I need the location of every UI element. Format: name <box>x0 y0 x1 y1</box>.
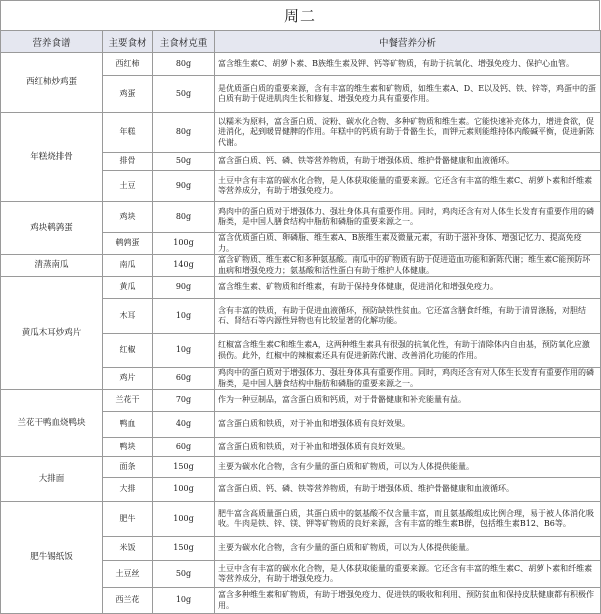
header-row <box>1 31 601 53</box>
weight-cell: 70g <box>153 390 215 412</box>
weight-cell: 10g <box>153 299 215 334</box>
weight-cell: 150g <box>153 537 215 561</box>
ingredient-cell: 木耳 <box>103 299 153 334</box>
ingredient-cell: 米饭 <box>103 537 153 561</box>
analysis-cell: 是优质蛋白质的重要来源，含有丰富的维生素和矿物质，如维生素A、D、E以及钙、铁、锌等，鸡蛋中的蛋白质有助于促进肌肉生长和修复、增强免疫力具有重要作用。 <box>215 76 601 113</box>
nutrition-table <box>0 30 601 614</box>
header-weight: 主食材克重 <box>153 31 215 53</box>
dish-name: 肥牛锡纸饭 <box>1 502 103 614</box>
analysis-cell: 富含蛋白质和铁质，对于补血和增强体质有良好效果。 <box>215 412 601 438</box>
ingredient-cell: 大排 <box>103 478 153 502</box>
analysis-cell: 含有丰富的铁质，有助于促进血液循环，预防缺铁性贫血。它还富含膳食纤维，有助于清胃涤肠，对胆结石、肾结石等内源性异物也有比较显著的化解功能。 <box>215 299 601 334</box>
table-row <box>1 457 601 478</box>
weight-cell: 80g <box>153 113 215 153</box>
analysis-cell: 肥牛富含高质量蛋白质，其蛋白质中的氨基酸不仅含量丰富，而且氨基酸组成比例合理，易于被人体消化吸收。牛肉是铁、锌、镁、钾等矿物质的良好来源，含有丰富的维生素B群，包括维生素B12、B6等。 <box>215 502 601 537</box>
analysis-cell: 主要为碳水化合物，含有少量的蛋白质和矿物质，可以为人体提供能量。 <box>215 457 601 478</box>
weight-cell: 50g <box>153 561 215 588</box>
table-row <box>1 113 601 153</box>
analysis-cell: 土豆中含有丰富的碳水化合物，是人体获取能量的重要来源。它还含有丰富的维生素C、胡萝卜素和纤维素等营养成分，有助于增强免疫力。 <box>215 561 601 588</box>
ingredient-cell: 南瓜 <box>103 255 153 277</box>
table-row <box>1 390 601 412</box>
weight-cell: 100g <box>153 478 215 502</box>
dish-name: 黄瓜木耳炒鸡片 <box>1 277 103 390</box>
header-recipe: 营养食谱 <box>1 31 103 53</box>
weight-cell: 90g <box>153 171 215 202</box>
ingredient-cell: 鸡块 <box>103 202 153 233</box>
ingredient-cell: 鸭血 <box>103 412 153 438</box>
weight-cell: 60g <box>153 368 215 390</box>
ingredient-cell: 兰花干 <box>103 390 153 412</box>
dish-name: 西红柿炒鸡蛋 <box>1 53 103 113</box>
ingredient-cell: 鸡蛋 <box>103 76 153 113</box>
analysis-cell: 富含维生素、矿物质和纤维素，有助于保持身体健康，促进消化和增强免疫力。 <box>215 277 601 299</box>
ingredient-cell: 面条 <box>103 457 153 478</box>
ingredient-cell: 西红柿 <box>103 53 153 76</box>
ingredient-cell: 土豆 <box>103 171 153 202</box>
header-analysis: 中餐营养分析 <box>215 31 601 53</box>
weight-cell: 40g <box>153 412 215 438</box>
dish-name: 年糕烧排骨 <box>1 113 103 202</box>
table-row <box>1 255 601 277</box>
weight-cell: 150g <box>153 457 215 478</box>
ingredient-cell: 排骨 <box>103 153 153 171</box>
weight-cell: 60g <box>153 438 215 457</box>
ingredient-cell: 鸡片 <box>103 368 153 390</box>
weight-cell: 50g <box>153 153 215 171</box>
dish-name: 兰花干鸭血烧鸭块 <box>1 390 103 457</box>
ingredient-cell: 土豆丝 <box>103 561 153 588</box>
analysis-cell: 富含优质蛋白质、卵磷脂、维生素A、B族维生素及微量元素，有助于滋补身体、增强记忆力、提高免疫力。 <box>215 233 601 255</box>
ingredient-cell: 鹌鹑蛋 <box>103 233 153 255</box>
analysis-cell: 红椒富含维生素C和维生素A，这两种维生素具有很强的抗氧化性，有助于清除体内自由基，预防氧化应激损伤。此外，红椒中的辣椒素还具有促进新陈代谢、改善消化功能的作用。 <box>215 334 601 368</box>
ingredient-cell: 年糕 <box>103 113 153 153</box>
dish-name: 清蒸南瓜 <box>1 255 103 277</box>
page-title: 周二 <box>0 0 600 30</box>
dish-name: 鸡块鹌鹑蛋 <box>1 202 103 255</box>
weight-cell: 80g <box>153 53 215 76</box>
weight-cell: 50g <box>153 76 215 113</box>
weight-cell: 90g <box>153 277 215 299</box>
analysis-cell: 主要为碳水化合物，含有少量的蛋白质和矿物质，可以为人体提供能量。 <box>215 537 601 561</box>
analysis-cell: 富含多种维生素和矿物质，有助于增强免疫力、促进铁的吸收和利用、预防贫血和保持皮肤健康都有积极作用。 <box>215 588 601 614</box>
analysis-cell: 富含蛋白质、钙、磷、铁等营养物质，有助于增强体质、维护骨骼健康和血液循环。 <box>215 153 601 171</box>
ingredient-cell: 肥牛 <box>103 502 153 537</box>
analysis-cell: 鸡肉中的蛋白质对于增强体力、强壮身体具有重要作用。同时，鸡肉还含有对人体生长发育有重要作用的磷脂类，是中国人膳食结构中脂肪和磷脂的重要来源之一。 <box>215 368 601 390</box>
table-row <box>1 53 601 76</box>
dish-name: 大排面 <box>1 457 103 502</box>
analysis-cell: 富含维生素C、胡萝卜素、B族维生素及钾、钙等矿物质，有助于抗氧化、增强免疫力、保护心血管。 <box>215 53 601 76</box>
weight-cell: 10g <box>153 588 215 614</box>
analysis-cell: 富含蛋白质和铁质，对于补血和增强体质有良好效果。 <box>215 438 601 457</box>
ingredient-cell: 鸭块 <box>103 438 153 457</box>
table-row <box>1 202 601 233</box>
table-row <box>1 502 601 537</box>
ingredient-cell: 黄瓜 <box>103 277 153 299</box>
header-ingredient: 主要食材 <box>103 31 153 53</box>
analysis-cell: 以糯米为原料，富含蛋白质、淀粉、碳水化合物、多种矿物质和维生素。它能快速补充体力，增进食欲，促进消化，起到暖胃健脾的作用。年糕中的钙质有助于骨骼生长，而钾元素则能维持体内酸碱平衡，促进新陈代谢。 <box>215 113 601 153</box>
analysis-cell: 富含蛋白质、钙、磷、铁等营养物质，有助于增强体质、维护骨骼健康和血液循环。 <box>215 478 601 502</box>
analysis-cell: 鸡肉中的蛋白质对于增强体力、强壮身体具有重要作用。同时，鸡肉还含有对人体生长发育有重要作用的磷脂类，是中国人膳食结构中脂肪和磷脂的重要来源之一。 <box>215 202 601 233</box>
weight-cell: 100g <box>153 502 215 537</box>
weight-cell: 100g <box>153 233 215 255</box>
weight-cell: 10g <box>153 334 215 368</box>
analysis-cell: 富含矿物质、维生素C和多种氨基酸。南瓜中的矿物质有助于促进造血功能和新陈代谢；维生素C能预防坏血病和增强免疫力；氨基酸和活性蛋白有助于维护人体健康。 <box>215 255 601 277</box>
table-body <box>1 53 601 614</box>
table-row <box>1 277 601 299</box>
analysis-cell: 土豆中含有丰富的碳水化合物，是人体获取能量的重要来源。它还含有丰富的维生素C、胡萝卜素和纤维素等营养成分，有助于增强免疫力。 <box>215 171 601 202</box>
analysis-cell: 作为一种豆制品，富含蛋白质和钙质，对于骨骼健康和补充能量有益。 <box>215 390 601 412</box>
weight-cell: 80g <box>153 202 215 233</box>
ingredient-cell: 西兰花 <box>103 588 153 614</box>
ingredient-cell: 红椒 <box>103 334 153 368</box>
weight-cell: 140g <box>153 255 215 277</box>
